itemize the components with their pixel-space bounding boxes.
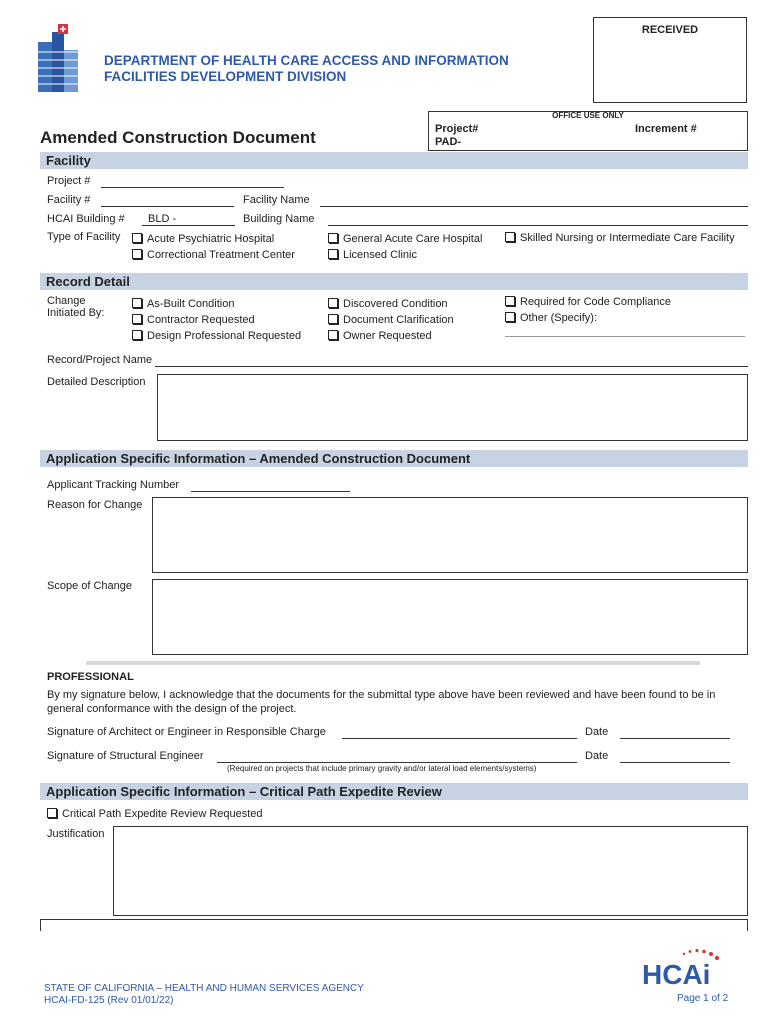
structural-note: (Required on projects that include primary gravity and/or lateral load elements/systems) xyxy=(227,764,537,773)
dept-name: DEPARTMENT OF HEALTH CARE ACCESS AND INFORMATION xyxy=(104,53,509,68)
architect-signature-label: Signature of Architect or Engineer in Responsible Charge xyxy=(47,726,326,738)
reason-for-change-textarea[interactable] xyxy=(152,497,748,573)
hcai-building-logo xyxy=(34,22,82,96)
architect-signature-input[interactable] xyxy=(342,738,577,739)
detailed-description-textarea[interactable] xyxy=(157,374,748,441)
building-name-label: Building Name xyxy=(243,213,315,225)
document-title: Amended Construction Document xyxy=(40,128,316,147)
type-of-facility-label: Type of Facility xyxy=(47,231,121,243)
checkbox-icon xyxy=(328,249,338,259)
checkbox-other-specify[interactable]: Other (Specify): xyxy=(505,312,597,324)
received-stamp-box xyxy=(593,17,747,103)
justification-label: Justification xyxy=(47,828,105,840)
facility-name-label: Facility Name xyxy=(243,194,310,206)
checkbox-contractor-requested[interactable]: Contractor Requested xyxy=(132,314,255,326)
logo-wordmark: HCAi xyxy=(642,959,711,988)
page-number: Page 1 of 2 xyxy=(677,993,729,1004)
divider xyxy=(86,661,700,665)
checkbox-icon xyxy=(132,233,142,243)
professional-statement: By my signature below, I acknowledge that the documents for the submittal type above have been reviewed and have been found to be in general conformance with the design of the project. xyxy=(47,689,716,715)
checkbox-code-compliance[interactable]: Required for Code Compliance xyxy=(505,296,671,308)
checkbox-icon xyxy=(505,296,515,306)
critical-path-section-header: Application Specific Information – Critical Path Expedite Review xyxy=(40,783,748,800)
building-number-input[interactable] xyxy=(142,225,235,226)
professional-heading: PROFESSIONAL xyxy=(47,671,134,683)
building-name-input[interactable] xyxy=(328,225,748,226)
checkbox-icon xyxy=(132,298,142,308)
facility-section-header: Facility xyxy=(40,152,748,169)
checkbox-icon xyxy=(505,312,515,322)
structural-date-label: Date xyxy=(585,750,609,762)
structural-signature-input[interactable] xyxy=(217,762,577,763)
checkbox-icon xyxy=(132,249,142,259)
checkbox-owner-requested[interactable]: Owner Requested xyxy=(328,330,432,342)
division-name: FACILITIES DEVELOPMENT DIVISION xyxy=(104,69,347,84)
checkbox-correctional-treatment[interactable]: Correctional Treatment Center xyxy=(132,249,295,261)
structural-date-input[interactable] xyxy=(620,762,730,763)
facility-name-input[interactable] xyxy=(320,206,748,207)
received-label: RECEIVED xyxy=(641,24,699,36)
facility-number-label: Facility # xyxy=(47,194,91,206)
checkbox-discovered-condition[interactable]: Discovered Condition xyxy=(328,298,448,310)
checkbox-icon xyxy=(505,232,515,242)
checkbox-as-built[interactable]: As-Built Condition xyxy=(132,298,234,310)
hcai-logo xyxy=(640,948,730,988)
record-project-name-label: Record/Project Name xyxy=(47,354,153,366)
form-bottom-frame xyxy=(40,919,748,931)
checkbox-document-clarification[interactable]: Document Clarification xyxy=(328,314,454,326)
footer-info xyxy=(44,983,364,1007)
scope-of-change-textarea[interactable] xyxy=(152,579,748,655)
detailed-description-label: Detailed Description xyxy=(47,376,146,388)
form-id: HCAI-FD-125 (Rev 01/01/22) xyxy=(44,995,174,1006)
application-specific-section-header: Application Specific Information – Amended Construction Document xyxy=(40,450,748,467)
reason-for-change-label: Reason for Change xyxy=(47,499,143,511)
checkbox-icon xyxy=(328,298,338,308)
change-initiated-label xyxy=(47,295,104,319)
tracking-number-label: Applicant Tracking Number xyxy=(47,479,180,491)
checkbox-icon xyxy=(132,330,142,340)
checkbox-icon xyxy=(328,233,338,243)
agency-name: STATE OF CALIFORNIA – HEALTH AND HUMAN SERVICES AGENCY xyxy=(44,983,364,994)
checkbox-icon xyxy=(328,314,338,324)
bld-prefix: BLD - xyxy=(148,213,177,225)
project-number-input[interactable] xyxy=(101,187,284,188)
checkbox-icon xyxy=(47,808,57,818)
facility-number-input[interactable] xyxy=(101,206,234,207)
checkbox-icon xyxy=(132,314,142,324)
checkbox-skilled-nursing[interactable]: Skilled Nursing or Intermediate Care Facility xyxy=(505,232,735,244)
record-project-name-input[interactable] xyxy=(155,366,748,367)
justification-textarea[interactable] xyxy=(113,826,748,916)
tracking-number-input[interactable] xyxy=(191,491,350,492)
project-number-field-label: Project # xyxy=(47,175,91,187)
structural-signature-label: Signature of Structural Engineer xyxy=(47,750,204,762)
checkbox-licensed-clinic[interactable]: Licensed Clinic xyxy=(328,249,417,261)
checkbox-icon xyxy=(328,330,338,340)
other-specify-input[interactable] xyxy=(505,336,745,337)
checkbox-design-professional[interactable]: Design Professional Requested xyxy=(132,330,301,342)
office-use-label: OFFICE USE ONLY xyxy=(552,111,624,120)
checkbox-acute-psychiatric[interactable]: Acute Psychiatric Hospital xyxy=(132,233,274,245)
pad-label: PAD- xyxy=(435,136,462,148)
architect-date-input[interactable] xyxy=(620,738,730,739)
checkbox-general-acute[interactable]: General Acute Care Hospital xyxy=(328,233,482,245)
record-detail-section-header: Record Detail xyxy=(40,273,748,290)
initiated-by-label: Initiated By: xyxy=(47,307,105,319)
scope-of-change-label: Scope of Change xyxy=(47,580,133,592)
change-label: Change xyxy=(47,295,86,307)
increment-label: Increment # xyxy=(635,123,697,135)
checkbox-critical-path-requested[interactable]: Critical Path Expedite Review Requested xyxy=(47,808,263,820)
architect-date-label: Date xyxy=(585,726,609,738)
project-number-label: Project# xyxy=(435,123,479,135)
building-number-label: HCAI Building # xyxy=(47,213,125,225)
office-use-box xyxy=(428,111,748,151)
